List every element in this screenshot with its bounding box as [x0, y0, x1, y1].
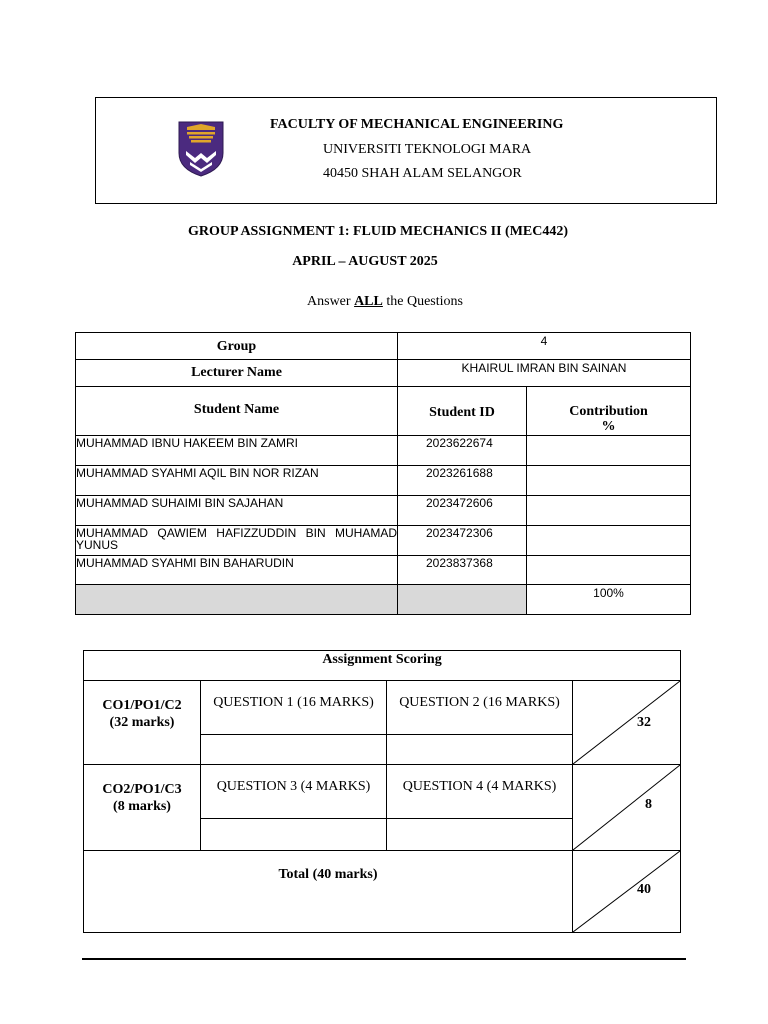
page-divider: [82, 958, 686, 960]
section2-label: CO2/PO1/C3 (8 marks): [84, 765, 201, 851]
student-id: 2023472306: [398, 526, 527, 556]
total-contribution: 100%: [527, 585, 691, 615]
student-contribution: [527, 556, 691, 585]
table-row: [76, 526, 691, 556]
student-contribution: [527, 436, 691, 466]
table-row: [76, 556, 691, 585]
group-info-table: [75, 332, 691, 615]
section1-label: CO1/PO1/C2 (32 marks): [84, 681, 201, 765]
section1-total-cell: [573, 681, 681, 765]
question4-header: QUESTION 4 (4 MARKS): [387, 765, 573, 819]
question3-score: [201, 819, 387, 851]
grand-total-label: Total (40 marks): [84, 851, 573, 933]
student-id: 2023837368: [398, 556, 527, 585]
student-id: 2023472606: [398, 496, 527, 526]
student-name: MUHAMMAD QAWIEM HAFIZZUDDIN BIN MUHAMAD YUNUS: [76, 526, 398, 556]
section2-total: 8: [645, 797, 652, 812]
summary-blank-cell: [76, 585, 398, 615]
university-address: 40450 SHAH ALAM SELANGOR: [323, 166, 522, 181]
table-row: [76, 436, 691, 466]
table-row: [76, 496, 691, 526]
grand-total: 40: [637, 882, 651, 897]
student-name: MUHAMMAD SYAHMI BIN BAHARUDIN: [76, 556, 398, 585]
university-name: UNIVERSITI TEKNOLOGI MARA: [323, 142, 532, 157]
col-contribution: Contribution %: [527, 387, 691, 436]
question2-score: [387, 735, 573, 765]
col-student-id: Student ID: [398, 387, 527, 436]
question4-score: [387, 819, 573, 851]
table-row: [76, 466, 691, 496]
student-name: MUHAMMAD IBNU HAKEEM BIN ZAMRI: [76, 436, 398, 466]
student-id: 2023261688: [398, 466, 527, 496]
question1-score: [201, 735, 387, 765]
student-id: 2023622674: [398, 436, 527, 466]
instruction-text: Answer ALL the Questions: [307, 294, 463, 309]
section1-total: 32: [637, 715, 651, 730]
assignment-title: GROUP ASSIGNMENT 1: FLUID MECHANICS II (MEC442): [187, 224, 569, 239]
student-name: MUHAMMAD SYAHMI AQIL BIN NOR RIZAN: [76, 466, 398, 496]
student-contribution: [527, 496, 691, 526]
student-name: MUHAMMAD SUHAIMI BIN SAJAHAN: [76, 496, 398, 526]
group-label: Group: [76, 333, 398, 360]
question3-header: QUESTION 3 (4 MARKS): [201, 765, 387, 819]
question1-header: QUESTION 1 (16 MARKS): [201, 681, 387, 735]
question2-header: QUESTION 2 (16 MARKS): [387, 681, 573, 735]
assignment-period: APRIL – AUGUST 2025: [292, 254, 438, 269]
grand-total-cell: [573, 851, 681, 933]
instruction-emphasis: ALL: [354, 294, 383, 309]
scoring-table: [83, 650, 681, 933]
col-student-name: Student Name: [76, 387, 398, 436]
student-contribution: [527, 466, 691, 496]
group-value: 4: [398, 333, 691, 360]
lecturer-label: Lecturer Name: [76, 360, 398, 387]
section2-total-cell: [573, 765, 681, 851]
summary-blank-cell: [398, 585, 527, 615]
scoring-title: Assignment Scoring: [84, 651, 681, 681]
student-contribution: [527, 526, 691, 556]
lecturer-value: KHAIRUL IMRAN BIN SAINAN: [398, 360, 691, 387]
faculty-name: FACULTY OF MECHANICAL ENGINEERING: [270, 117, 564, 132]
university-logo: [178, 121, 224, 177]
